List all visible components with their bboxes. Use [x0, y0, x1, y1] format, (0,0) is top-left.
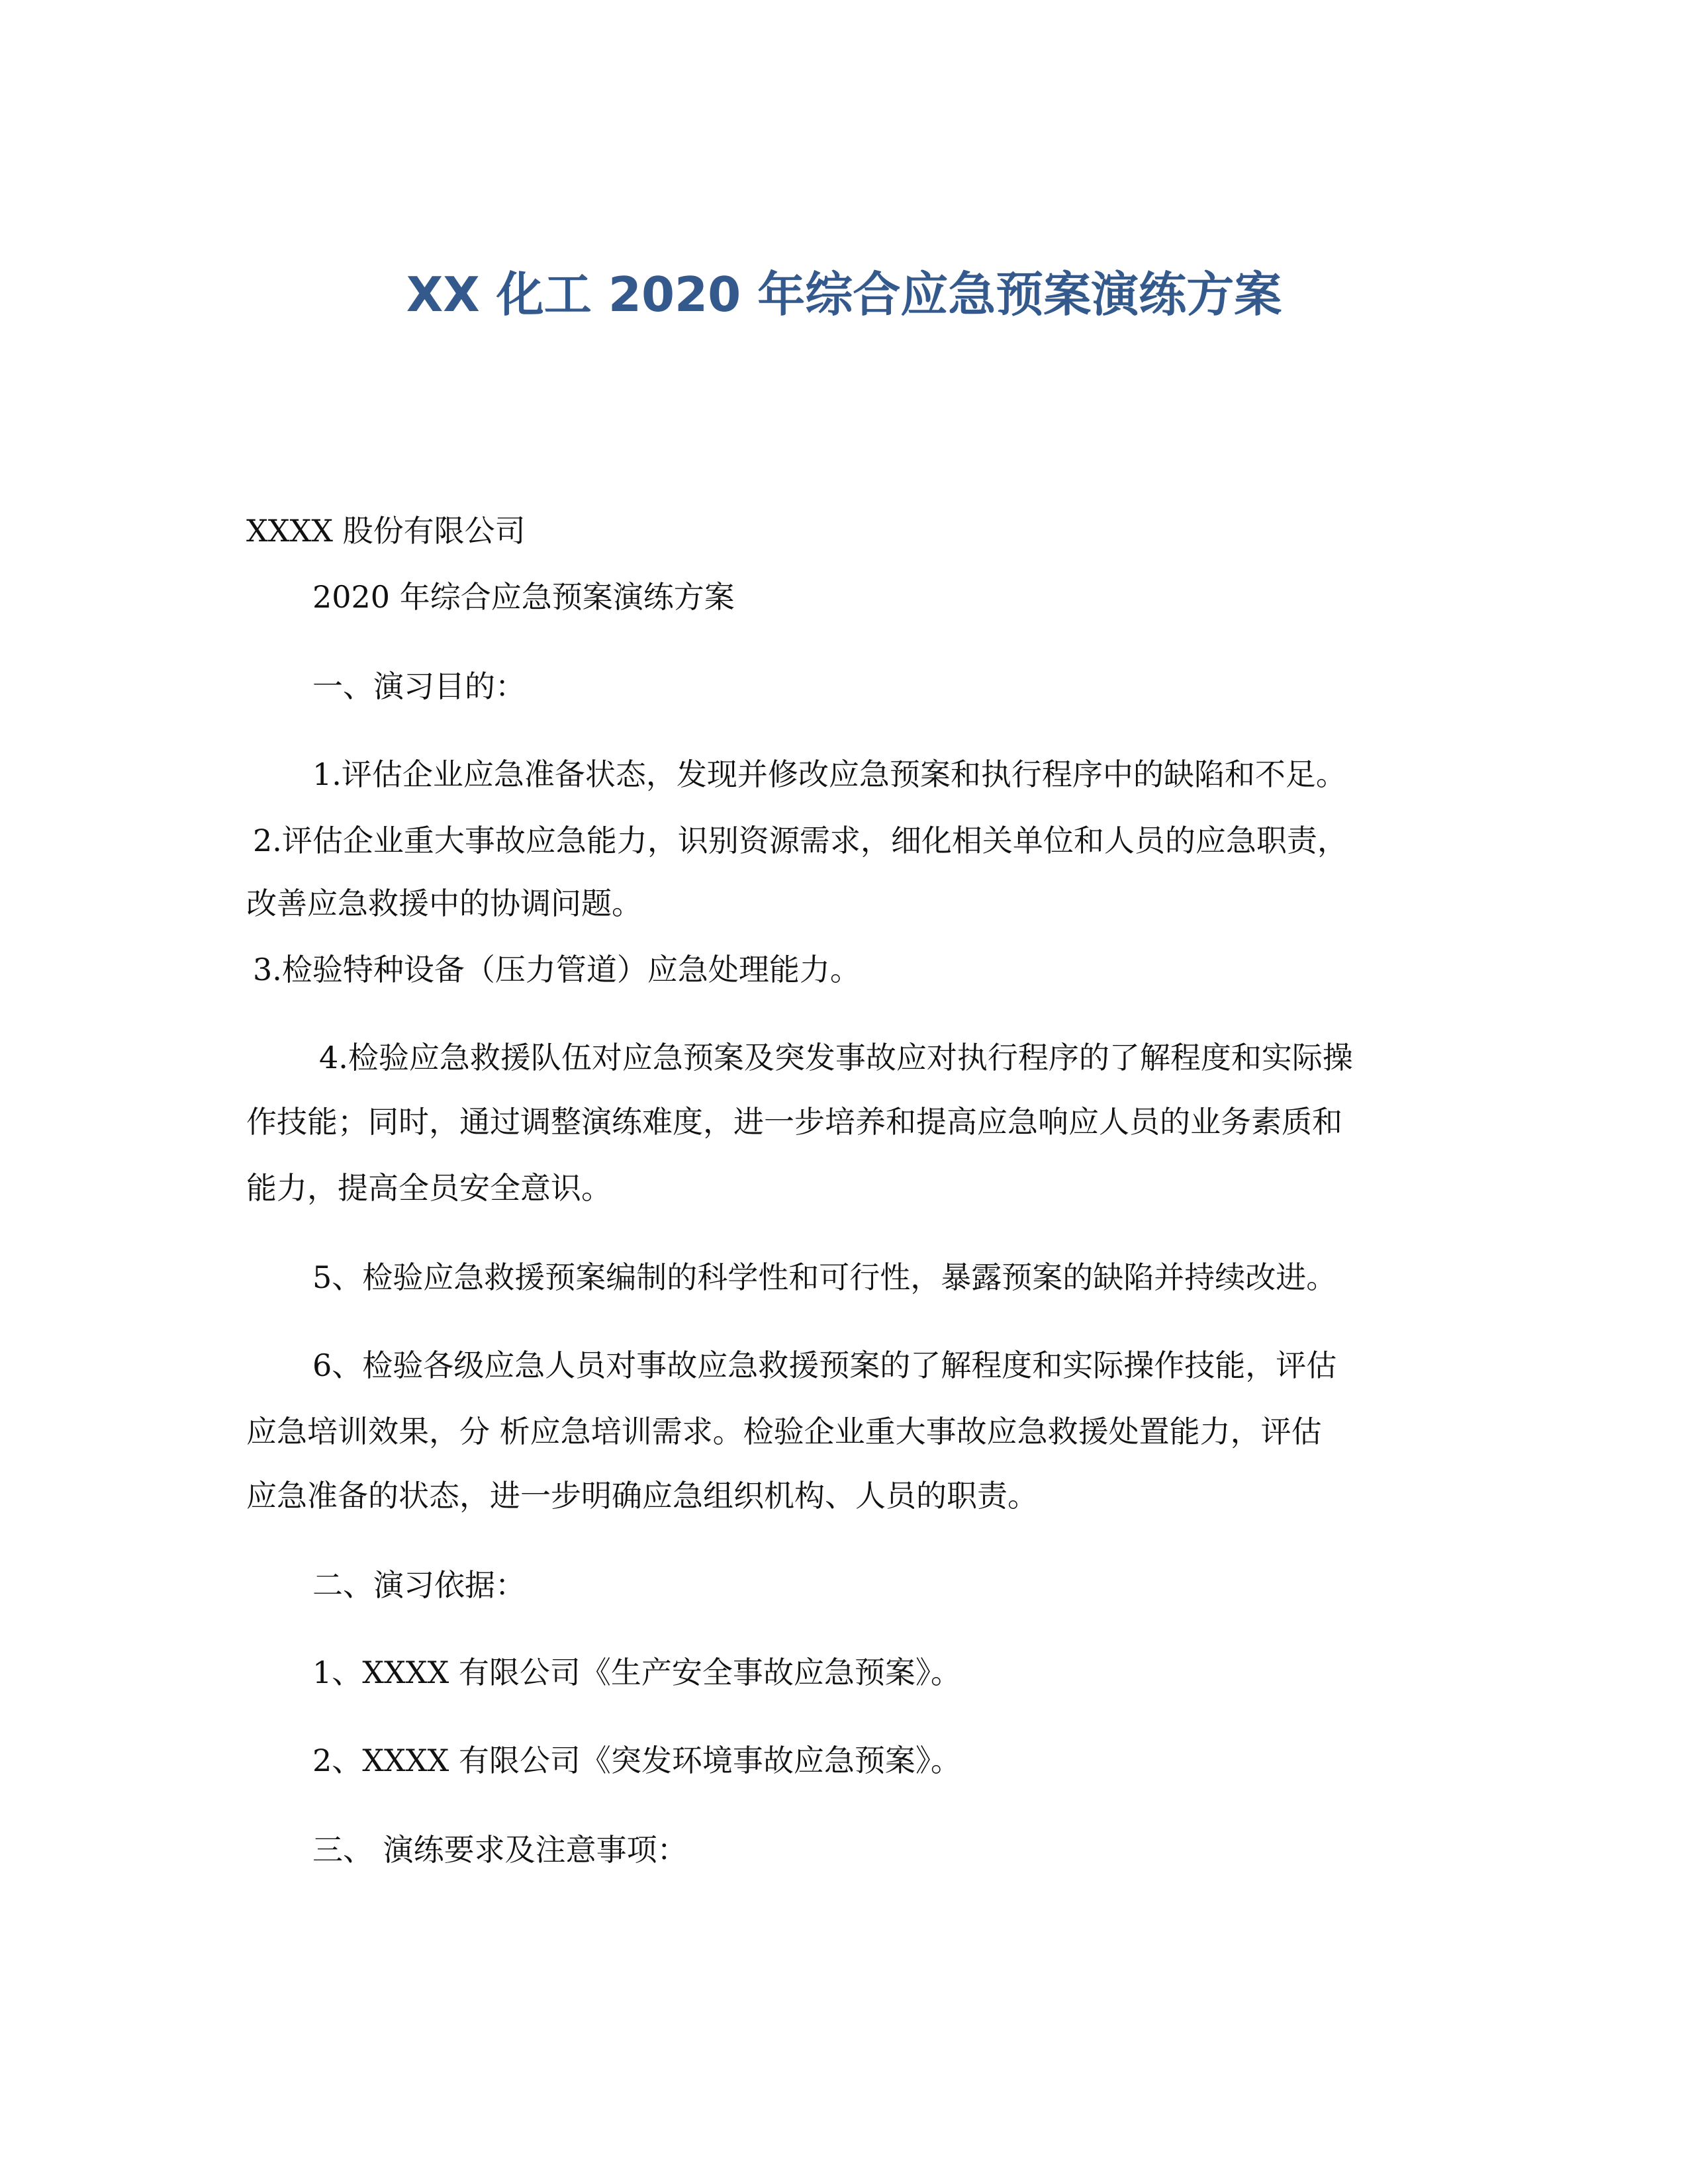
purpose-item-4-line-3: 能力，提高全员安全意识。 [246, 1170, 612, 1206]
purpose-item-5: 5、检验应急救援预案编制的科学性和可行性，暴露预案的缺陷并持续改进。 [312, 1259, 1337, 1295]
section-heading-basis: 二、演习依据： [312, 1567, 526, 1603]
purpose-item-6-line-1: 6、检验各级应急人员对事故应急救援预案的了解程度和实际操作技能，评估 [312, 1347, 1337, 1383]
purpose-item-2-line-1: 2.评估企业重大事故应急能力，识别资源需求，细化相关单位和人员的应急职责， [253, 823, 1348, 858]
purpose-item-2-line-2: 改善应急救援中的协调问题。 [246, 886, 642, 921]
purpose-item-1: 1.评估企业应急准备状态，发现并修改应急预案和执行程序中的缺陷和不足。 [312, 756, 1346, 792]
purpose-item-6-line-3: 应急准备的状态，进一步明确应急组织机构、人员的职责。 [246, 1478, 1038, 1514]
company-name: XXXX 股份有限公司 [246, 513, 526, 549]
purpose-item-4-line-2: 作技能；同时，通过调整演练难度，进一步培养和提高应急响应人员的业务素质和 [246, 1104, 1342, 1140]
purpose-item-6-line-2: 应急培训效果，分 析应急培训需求。检验企业重大事故应急救援处置能力，评估 [246, 1414, 1322, 1449]
basis-item-1: 1、XXXX 有限公司《生产安全事故应急预案》。 [312, 1655, 961, 1690]
basis-item-2: 2、XXXX 有限公司《突发环境事故应急预案》。 [312, 1743, 961, 1778]
document-title: XX 化工 2020 年综合应急预案演练方案 [406, 267, 1282, 322]
section-heading-requirements: 三、 演练要求及注意事项： [312, 1832, 688, 1868]
purpose-item-4-line-1: 4.检验应急救援队伍对应急预案及突发事故应对执行程序的了解程度和实际操 [319, 1040, 1353, 1075]
section-heading-purpose: 一、演习目的： [312, 668, 526, 704]
purpose-item-3: 3.检验特种设备（压力管道）应急处理能力。 [253, 952, 861, 987]
doc-subtitle: 2020 年综合应急预案演练方案 [312, 579, 735, 615]
